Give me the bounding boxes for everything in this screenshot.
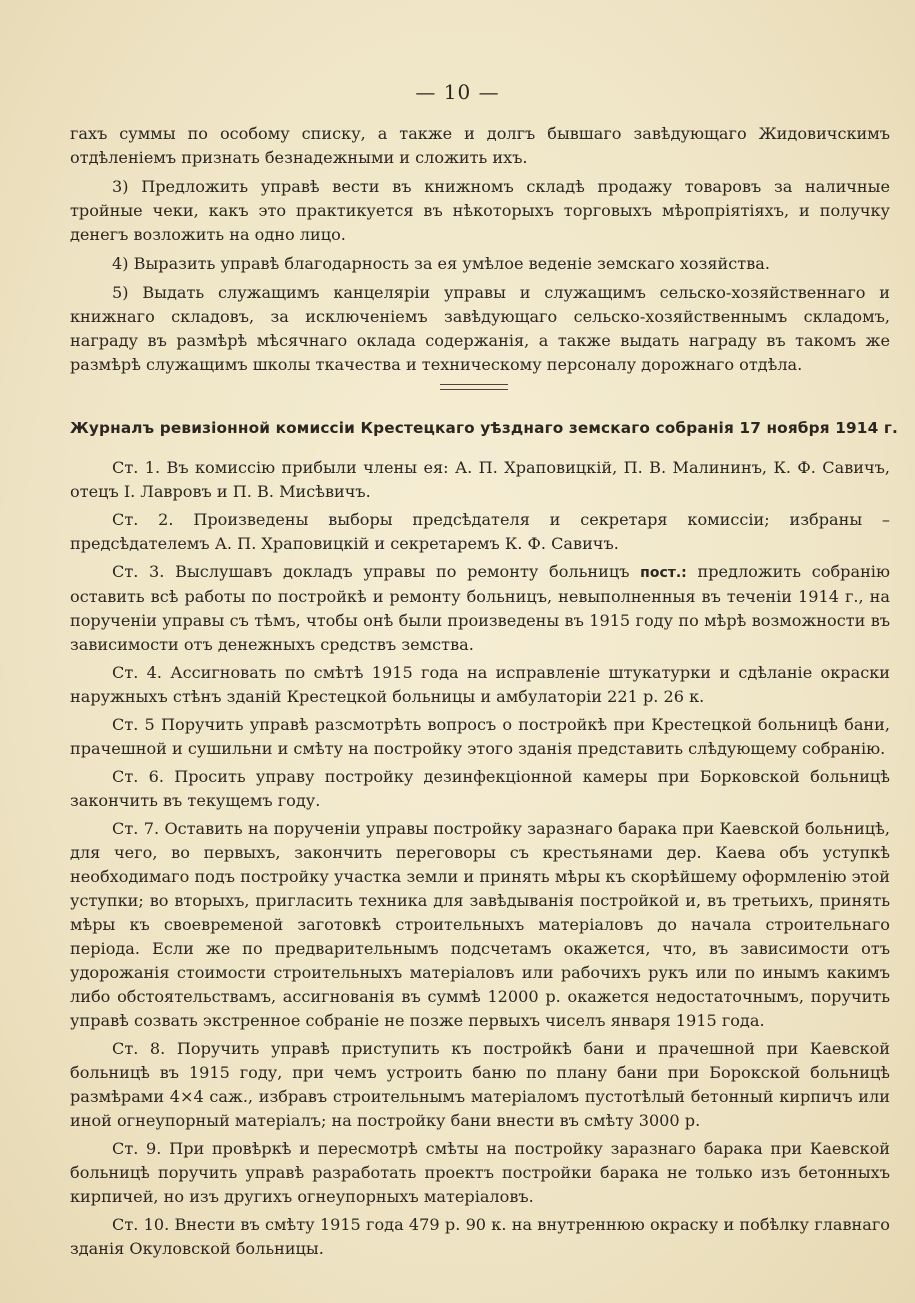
article-text: Ассигновать по смѣтѣ 1915 года на исправленіе штукатурки и сдѣланіе окраски наружныхъ стѣнъ зданій Крестецкой больницы и амбулаторіи 221 р. 26 к. (70, 663, 891, 706)
article-text: Поручить управѣ разсмотрѣть вопросъ о постройкѣ при Крестецкой больницѣ бани, прачешной и сушильни и смѣту на постройку этого зданія представить слѣдующему собранію. (70, 715, 890, 758)
article-label: Ст. 10. (112, 1215, 170, 1234)
article-4 (70, 661, 890, 709)
article-label: Ст. 3. (112, 562, 165, 581)
continuation-paragraph: гахъ суммы по особому списку, а также и долгъ бывшаго завѣдующаго Жидовичскимъ отдѣленіемъ признать безнадежными и сложить ихъ. (70, 124, 890, 167)
journal-title: Журналъ ревизіонной комиссіи Крестецкаго уѣзднаго земскаго собранія 17 ноября 1914 г. (70, 419, 898, 437)
article-label: Ст. 9. (112, 1139, 162, 1158)
article-text: Произведены выборы предсѣдателя и секретаря комиссіи; избраны – предсѣдателемъ А. П. Храповицкій и секретаремъ К. Ф. Савичъ. (70, 510, 890, 553)
article-3 (70, 560, 890, 657)
article-label: Ст. 2. (112, 510, 174, 529)
article-1 (70, 456, 890, 504)
article-2 (70, 508, 890, 556)
article-5 (70, 713, 890, 761)
article-text: Оставить на порученіи управы постройку заразнаго барака при Каевской больницѣ, для чего, во первыхъ, закончить переговоры съ крестьянами дер. Каева объ уступкѣ необходимаго подъ постройку участка земли и принять мѣры къ скорѣйшему оформленію этой уступки; во вторыхъ, пригласить техника для завѣдыванія постройкой и, въ третьихъ, принять мѣры къ своевременой заготовкѣ строительныхъ матеріаловъ до начала строительнаго періода. Если же по предварительнымъ подсчетамъ окажется, что, въ зависимости отъ удорожанія стоимости строительныхъ матеріаловъ или рабочихъ рукъ или по инымъ какимъ либо обстоятельствамъ, ассигнованія въ суммѣ 12000 р. окажется недостаточнымъ, поручить управѣ созвать экстренное собраніе не позже первыхъ чиселъ января 1915 года. (70, 819, 890, 1030)
article-label: Ст. 7. (112, 819, 160, 838)
article-8 (70, 1037, 890, 1133)
resolution-abbreviation: пост.: (640, 565, 687, 581)
article-label: Ст. 4. (112, 663, 163, 682)
article-text: При провѣркѣ и пересмотрѣ смѣты на постройку заразнаго барака при Каевской больницѣ поручить управѣ разработать проектъ постройки барака не только изъ бетонныхъ кирпичей, но изъ другихъ огнеупорныхъ матеріаловъ. (70, 1139, 890, 1206)
resolution-item-4: 4) Выразить управѣ благодарность за ея умѣлое веденіе земскаго хозяйства. (112, 254, 770, 273)
article-text: Поручить управѣ приступить къ постройкѣ бани и прачешной при Каевской больницѣ въ 1915 году, при чемъ устроить баню по плану бани при Борокской больницѣ размѣрами 4×4 саж., избравъ строительнымъ матеріаломъ пустотѣлый бетонный кирпичъ или иной огнеупорный матеріалъ; на постройку бани внести въ смѣту 3000 р. (70, 1039, 890, 1130)
resolution-item-3: 3) Предложить управѣ вести въ книжномъ складѣ продажу товаровъ за наличные тройные чеки, какъ это практикуется въ нѣкоторыхъ торговыхъ мѣропріятіяхъ, и получку денегъ возложить на одно лицо. (70, 177, 890, 244)
section-divider (440, 384, 508, 390)
article-6 (70, 765, 890, 813)
article-text: Выслушавъ докладъ управы по ремонту больницъ (175, 562, 630, 581)
article-10 (70, 1213, 890, 1261)
article-label: Ст. 5 (112, 715, 155, 734)
page-number: — 10 — (415, 80, 500, 104)
journal-articles (70, 456, 890, 1265)
article-7 (70, 817, 890, 1033)
article-text-continued: предложить собранію оставить всѣ работы по постройкѣ и ремонту больницъ, невыполненныя въ теченіи 1914 г., на порученіи управы съ тѣмъ, чтобы онѣ были произведены въ 1915 году по мѣрѣ возможности въ зависимости отъ денежныхъ средствъ земства. (70, 562, 890, 654)
article-label: Ст. 1. (112, 458, 161, 477)
article-9 (70, 1137, 890, 1209)
article-label: Ст. 8. (112, 1039, 166, 1058)
resolution-item-5: 5) Выдать служащимъ канцеляріи управы и служащимъ сельско-хозяйственнаго и книжнаго складовъ, за исключеніемъ завѣдующаго сельско-хозяйственнымъ складомъ, награду въ размѣрѣ мѣсячнаго оклада содержанія, а также выдать награду въ такомъ же размѣрѣ служащимъ школы ткачества и техническому персоналу дорожнаго отдѣла. (70, 283, 890, 374)
article-text: Въ комиссію прибыли члены ея: А. П. Храповицкій, П. В. Малининъ, К. Ф. Савичъ, отецъ І. Лавровъ и П. В. Мисѣвичъ. (70, 458, 890, 501)
article-text: Просить управу постройку дезинфекціонной камеры при Борковской больницѣ закончить въ текущемъ году. (70, 767, 890, 810)
article-text: Внести въ смѣту 1915 года 479 р. 90 к. на внутреннюю окраску и побѣлку главнаго зданія Окуловской больницы. (70, 1215, 891, 1258)
resolution-section (70, 122, 890, 382)
article-label: Ст. 6. (112, 767, 164, 786)
